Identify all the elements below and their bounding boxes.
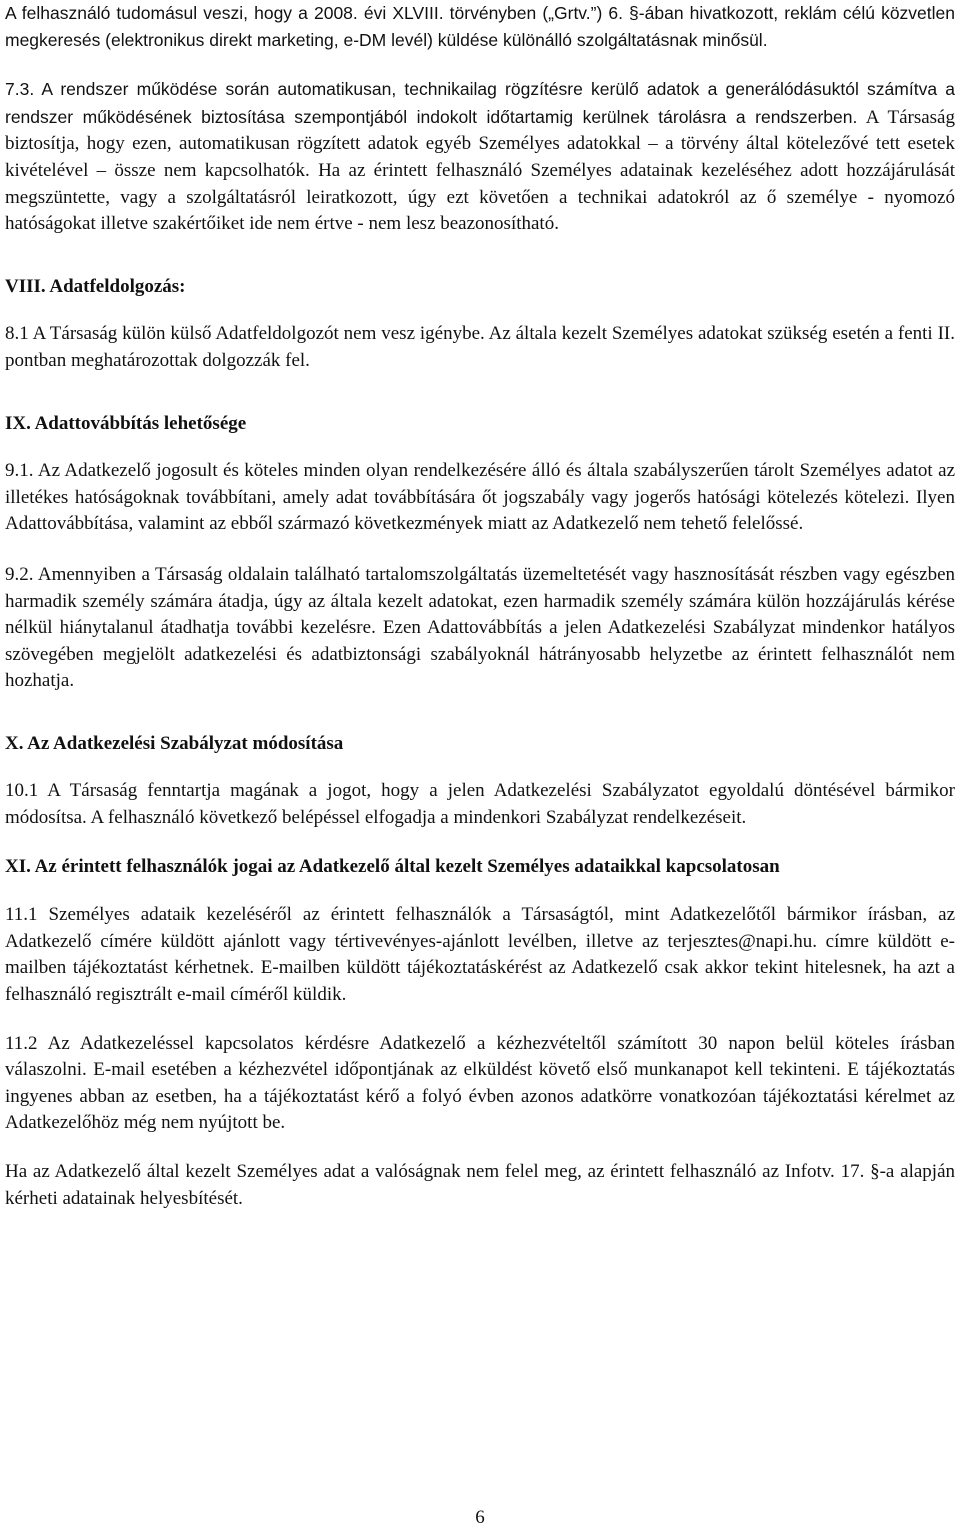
page-number: 6 bbox=[475, 1507, 485, 1528]
heading-x: X. Az Adatkezelési Szabályzat módosítása bbox=[5, 732, 344, 754]
paragraph-9-1: 9.1. Az Adatkezelő jogosult és köteles minden olyan rendelkezésére álló és általa szabályszerűen tárolt Személyes adatot az illetékes hatóságoknak továbbítani, amely adat továbbítására őt jogszabály vagy jogerős hatósági kötelezés kötelezi. Ilyen Adattovábbítása, valamint az ebből származó következmények miatt az Adatkezelő nem tehető felelőssé. bbox=[5, 460, 955, 535]
intro-paragraph: A felhasználó tudomásul veszi, hogy a 2008. évi XLVIII. törvényben („Grtv.”) 6. §-ában hivatkozott, reklám célú közvetlen megkeresés (elektronikus direkt marketing, e-DM levél) küldése különálló szolgáltatásnak minősül. bbox=[5, 3, 955, 50]
paragraph-10-1: 10.1 A Társaság fenntartja magának a jogot, hogy a jelen Adatkezelési Szabályzatot egyoldalú döntésével bármikor módosítsa. A felhasználó következő belépéssel elfogadja a mindenkori Szabályzat rendelkezéseit. bbox=[5, 780, 955, 829]
heading-ix: IX. Adattovábbítás lehetősége bbox=[5, 412, 247, 434]
paragraph-9-2: 9.2. Amennyiben a Társaság oldalain található tartalomszolgáltatás üzemeltetését vagy hasznosítását részben vagy egészben harmadik személy számára átadja, úgy az általa kezelt adatokat, ezen harmadik személy számára külön hozzájárulás kérése nélkül hiánytalanul átadhatja további kezelésre. Ezen Adattovábbítás a jelen Adatkezelési Szabályzat mindenkor hatályos szövegében megjelölt adatkezelési és adatbiztonsági szabályoknál hátrányosabb helyzetbe az érintett felhasználót nem hozhatja. bbox=[5, 563, 955, 692]
paragraph-7-3-part1 bbox=[5, 79, 955, 127]
paragraph-7-3-number: 7.3. bbox=[5, 79, 35, 100]
heading-xi: XI. Az érintett felhasználók jogai az Adatkezelő által kezelt Személyes adataikkal kapcsolatosan bbox=[5, 855, 780, 877]
paragraph-11-2: 11.2 Az Adatkezeléssel kapcsolatos kérdésre Adatkezelő a kézhezvételtől számított 30 napon belül köteles írásban válaszolni. E-mail esetében a kézhezvétel időpontjának az elküldést követő első munkanapot kell tekinteni. E tájékoztatás ingyenes abban az esetben, ha a tájékoztatást kérő a folyó évben azonos adatkörre vonatkozóan tájékoztatási kérelmet az Adatkezelőhöz még nem nyújtott be. bbox=[5, 1032, 955, 1134]
paragraph-7-3-text: A rendszer működése során automatikusan, technikailag rögzítésre kerülő adatok a generálódásuktól számítva a rendszer működésének biztosítása szempontjából indokolt időtartamig kerülnek tárolásra a rendszerben. bbox=[5, 79, 955, 127]
paragraph-7-3-text2: A Társaság biztosítja, hogy ezen, automatikusan rögzített adatok egyéb Személyes adatokkal – a törvény által kötelezővé tett esetek kivételével – össze nem kapcsolhatók. Ha az érintett felhasználó Személyes adatainak kezeléséhez adott hozzájárulását megszüntette, vagy a szolgáltatásról leiratkozott, úgy ezt követően a technikai adatokról az ő személye - nyomozó hatóságokat illetve szakértőiket ide nem értve - nem lesz beazonosítható. bbox=[5, 106, 955, 235]
document-page bbox=[5, 0, 955, 1212]
paragraph-8-1: 8.1 A Társaság külön külső Adatfeldolgozót nem vesz igénybe. Az általa kezelt Személyes adatokat szükség esetén a fenti II. pontban meghatározottak dolgozzák fel. bbox=[5, 323, 955, 371]
paragraph-7-3 bbox=[5, 76, 955, 238]
paragraph-11-1: 11.1 Személyes adataik kezeléséről az érintett felhasználók a Társaságtól, mint Adatkezelőtől bármikor írásban, az Adatkezelő címére küldött ajánlott vagy tértivevényes-ajánlott levélben, illetve az terjesztes@napi.hu. címre küldött e-mailben tájékoztatást kérhetnek. E-mailben küldött tájékoztatáskérést az Adatkezelő csak akkor tekint hitelesnek, ha azt a felhasználó regisztrált e-mail címéről küldik. bbox=[5, 904, 955, 1006]
heading-viii: VIII. Adatfeldolgozás: bbox=[5, 275, 186, 297]
paragraph-rectification: Ha az Adatkezelő által kezelt Személyes adat a valóságnak nem felel meg, az érintett felhasználó az Infotv. 17. §-a alapján kérheti adatainak helyesbítését. bbox=[5, 1161, 955, 1209]
